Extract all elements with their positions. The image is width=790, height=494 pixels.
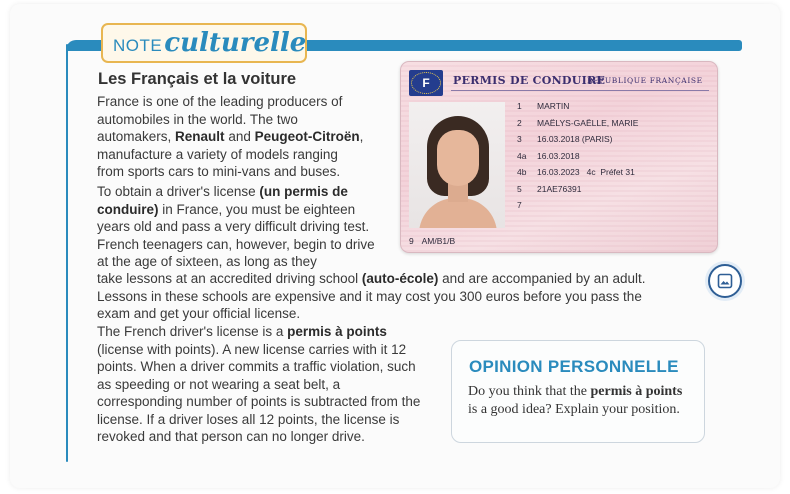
license-category: [409, 236, 455, 246]
bold-term: (un permis de conduire): [97, 184, 348, 217]
license-field-num: 1: [517, 101, 522, 111]
text-run: in France, you must be eighteen years old and pass a very difficult driving test. French teenagers can, however, begin to drive at the age of sixteen, as long as they: [97, 201, 375, 269]
paragraph-automakers: [97, 93, 367, 181]
license-field-value: MAËLYS-GAËLLE, MARIE: [537, 117, 639, 128]
flag-letter: F: [422, 76, 430, 90]
license-field: [517, 131, 638, 148]
eu-flag-icon: [409, 70, 443, 96]
image-button[interactable]: [708, 264, 742, 298]
license-field-num: 4b: [517, 167, 527, 177]
bold-term: Renault: [175, 129, 225, 144]
license-field-value: 16.03.2023 4c Préfet 31: [537, 167, 635, 177]
section-title: Les Français et la voiture: [98, 70, 297, 88]
note-culturelle-badge: [101, 23, 307, 63]
note-word: NOTE: [113, 36, 163, 55]
license-field-num: 7: [517, 200, 522, 210]
license-country: RÉPUBLIQUE FRANÇAISE: [587, 76, 703, 85]
text-run: To obtain a driver's license: [97, 184, 260, 199]
license-photo: [409, 102, 505, 228]
license-field-num: 4a: [517, 150, 527, 161]
license-field-value: 16.03.2018 (PARIS): [537, 134, 613, 144]
drivers-license-image: [400, 61, 718, 253]
text-run: and are accompanied by an adult. Lessons in these schools are expensive and it may cost you 300 euros before you pass the exam and get your official license.: [97, 271, 646, 321]
text-run: , manufacture a variety of models ranging from sports cars to mini-vans and buses.: [97, 129, 364, 179]
bold-term: Peugeot-Citroën: [254, 129, 360, 144]
opinion-question: [468, 383, 694, 418]
license-category-value: AM/B1/B: [421, 236, 456, 246]
license-field-value: 16.03.2018: [537, 150, 580, 161]
license-field-value: 21AE76391: [537, 183, 582, 194]
license-field: [517, 197, 638, 214]
bold-term: permis à points: [590, 384, 683, 399]
image-icon: [717, 273, 733, 289]
license-fields: [517, 98, 638, 214]
text-run: and: [224, 129, 255, 144]
license-field-value: MARTIN: [537, 101, 570, 111]
paragraph-permis-a-points: [97, 323, 422, 446]
license-field: [517, 115, 638, 132]
text-run: The French driver's license is a: [97, 324, 288, 339]
license-field: [517, 98, 638, 115]
license-field: [517, 164, 638, 181]
paragraph-driving-school: [97, 270, 657, 323]
license-field-num: 5: [517, 183, 522, 194]
text-run: France is one of the leading producers of automobiles in the world. The two automakers,: [97, 94, 343, 144]
license-field: [517, 181, 638, 198]
license-title-rule: [451, 90, 709, 91]
license-field-num: 2: [517, 117, 522, 128]
opinion-box: [451, 340, 705, 443]
license-title: PERMIS DE CONDUIRE: [453, 74, 606, 87]
text-run: take lessons at an accredited driving school: [97, 271, 362, 286]
opinion-title: OPINION PERSONNELLE: [469, 357, 679, 376]
license-category-num: 9: [409, 236, 414, 246]
license-field: [517, 148, 638, 165]
left-rule: [66, 44, 68, 462]
text-run: is a good idea? Explain your position.: [468, 401, 680, 417]
paragraph-license-age: [97, 183, 387, 271]
text-run: (license with points). A new license carries with it 12 points. When a driver commits a traffic violation, such as speeding or not wearing a seat belt, a corresponding number of points is subtracted from the license. If a driver loses all 12 points, the license is revoked and that person can no longer drive.: [97, 341, 421, 444]
license-field-num: 3: [517, 134, 522, 144]
culturelle-word: culturelle: [164, 28, 307, 58]
text-run: Do you think that the: [468, 384, 591, 399]
bold-term: permis à points: [287, 324, 387, 339]
bold-term: (auto-école): [361, 271, 439, 286]
